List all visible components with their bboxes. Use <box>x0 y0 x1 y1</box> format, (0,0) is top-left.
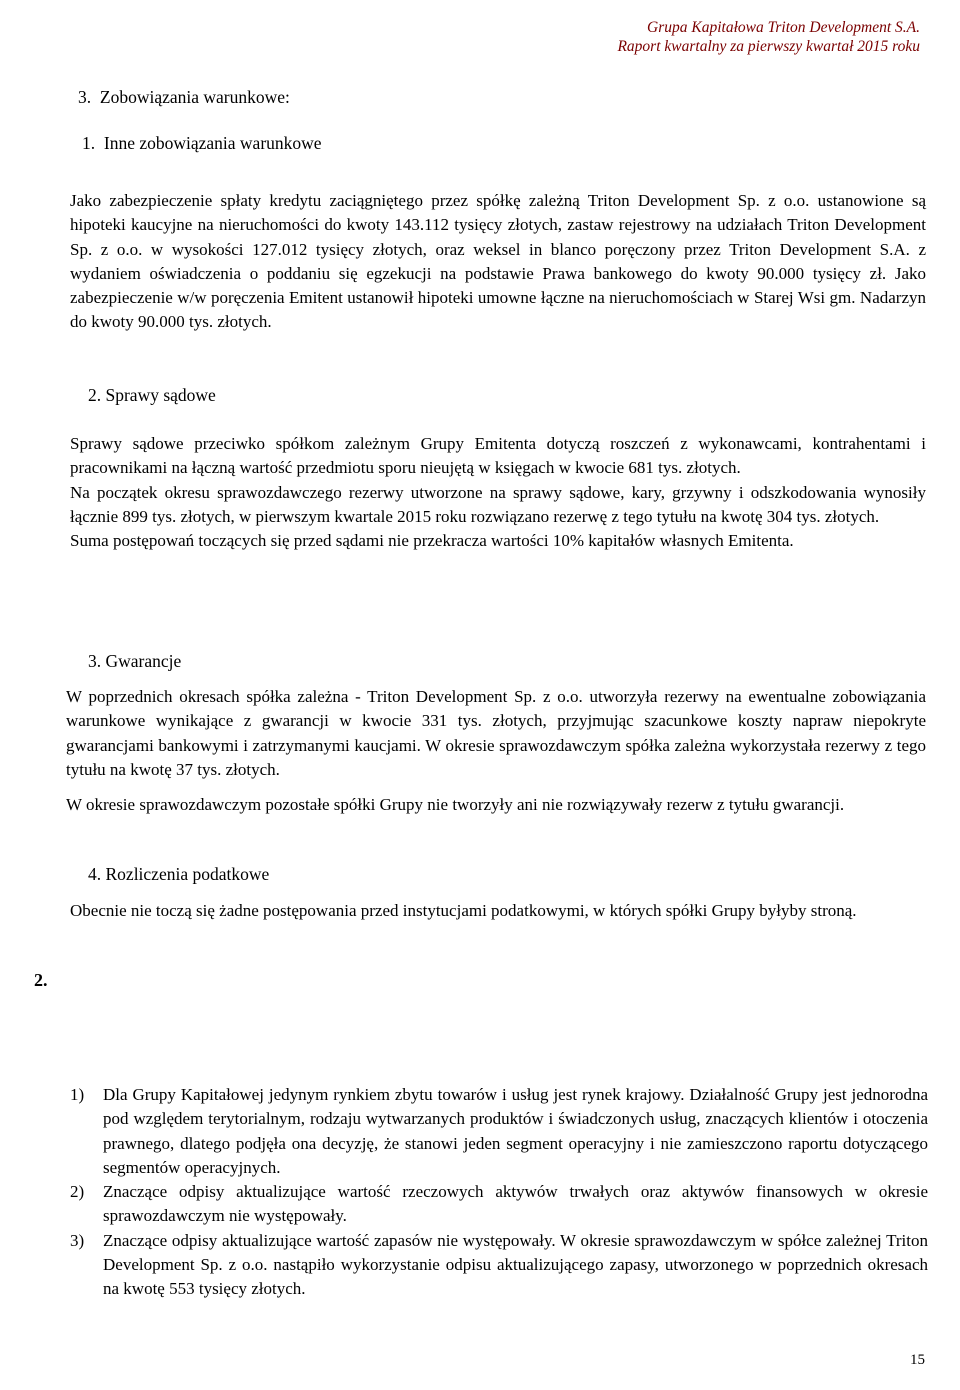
page-number: 15 <box>910 1352 925 1368</box>
header-report-title: Raport kwartalny za pierwszy kwartał 2015 roku <box>617 38 920 55</box>
list-item <box>70 1083 928 1180</box>
list-item-text: Znaczące odpisy aktualizujące wartość rzeczowych aktywów trwałych oraz aktywów finansowych w okresie sprawozdawczym nie występowały. <box>103 1182 928 1226</box>
paragraph-court-claims: Sprawy sądowe przeciwko spółkom zależnym Grupy Emitenta dotyczą roszczeń z wykonawcami, kontrahentami i pracownikami na łączną wartość przedmiotu sporu nieujętą w księgach w kwocie 681 tys. złotych. <box>70 434 926 478</box>
header-company: Grupa Kapitałowa Triton Development S.A. <box>647 19 920 36</box>
section-title-contingent-liabilities: 3. Zobowiązania warunkowe: <box>78 87 290 107</box>
list-item-number: 1) <box>70 1085 85 1104</box>
subsection-title-tax: 4. Rozliczenia podatkowe <box>88 864 270 884</box>
subsection-title-guarantees: 3. Gwarancje <box>88 651 182 671</box>
paragraph-tax: Obecnie nie toczą się żadne postępowania przed instytucjami podatkowymi, w których spółki Grupy byłyby stroną. <box>70 901 857 920</box>
court-cases-block <box>70 432 926 553</box>
page-header <box>617 18 920 56</box>
list-item <box>70 1180 928 1229</box>
list-item-text: Dla Grupy Kapitałowej jedynym rynkiem zbytu towarów i usług jest rynek krajowy. Działalność Grupy jest jednorodna pod względem terytorialnym, rodzaju wytwarzanych produktów i świadczonych usług, znaczących klientów i otoczenia prawnego, dlatego podjęła ona decyzję, że stanowi jeden segment operacyjny i nie zamieszczono raportu dotyczącego segmentów operacyjnych. <box>103 1085 928 1177</box>
list-item <box>70 1229 928 1302</box>
list-item-number: 3) <box>70 1230 85 1250</box>
list-item-number: 2) <box>70 1182 85 1202</box>
paragraph-collateral: Jako zabezpieczenie spłaty kredytu zaciągniętego przez spółkę zależną Triton Development Sp. z o.o. ustanowione są hipoteki kaucyjne na nieruchomości do kwoty 143.112 tysięcy złotych, zastaw rejestrowy na udziałach Triton Development Sp. z o.o. w wysokości 127.012 tysięcy złotych, oraz weksel in blanco poręczony przez Triton Development S.A. z wydaniem oświadczenia o poddaniu się egzekucji na podstawie Prawa bankowego do kwoty 90.000 tysięcy zł. Jako zabezpieczenie w/w poręczenia Emitent ustanowił hipoteki umowne łączne na nieruchomościach w Starej Wsi gm. Nadarzyn do kwoty 90.000 tys. złotych. <box>70 191 926 332</box>
section-number-2: 2. <box>34 970 48 990</box>
paragraph-court-provisions: Na początek okresu sprawozdawczego rezerwy utworzone na sprawy sądowe, kary, grzywny i odszkodowania wynosiły łącznie 899 tys. złotych, w pierwszym kwartale 2015 roku rozwiązano rezerwę z tego tytułu na kwotę 304 tys. złotych. <box>70 482 926 526</box>
paragraph-guarantee-provisions: W poprzednich okresach spółka zależna - Triton Development Sp. z o.o. utworzyła rezerwy na ewentualne zobowiązania warunkowe wynikające z gwarancji w kwocie 331 tys. złotych, przyjmując szacunkowe koszty napraw niepokryte gwarancjami bankowymi i zatrzymanymi kaucjami. W okresie sprawozdawczym spółka zależna wykorzystała rezerwy z tego tytułu na kwotę 37 tys. złotych. <box>66 687 926 779</box>
subsection-title-court-cases: 2. Sprawy sądowe <box>88 385 216 405</box>
segment-list <box>70 1083 928 1302</box>
subsection-title-other-liabilities: 1. Inne zobowiązania warunkowe <box>82 133 322 153</box>
paragraph-guarantee-other: W okresie sprawozdawczym pozostałe spółki Grupy nie tworzyły ani nie rozwiązywały rezerw z tytułu gwarancji. <box>66 795 845 814</box>
list-item-text: Znaczące odpisy aktualizujące wartość zapasów nie występowały. W okresie sprawozdawczym w spółce zależnej Triton Development Sp. z o.o. nastąpiło wykorzystanie odpisu aktualizującego zapasy, utworzonego w poprzednich okresach na kwotę 553 tysięcy złotych. <box>103 1230 928 1299</box>
paragraph-court-sum: Suma postępowań toczących się przed sądami nie przekracza wartości 10% kapitałów własnych Emitenta. <box>70 531 794 551</box>
